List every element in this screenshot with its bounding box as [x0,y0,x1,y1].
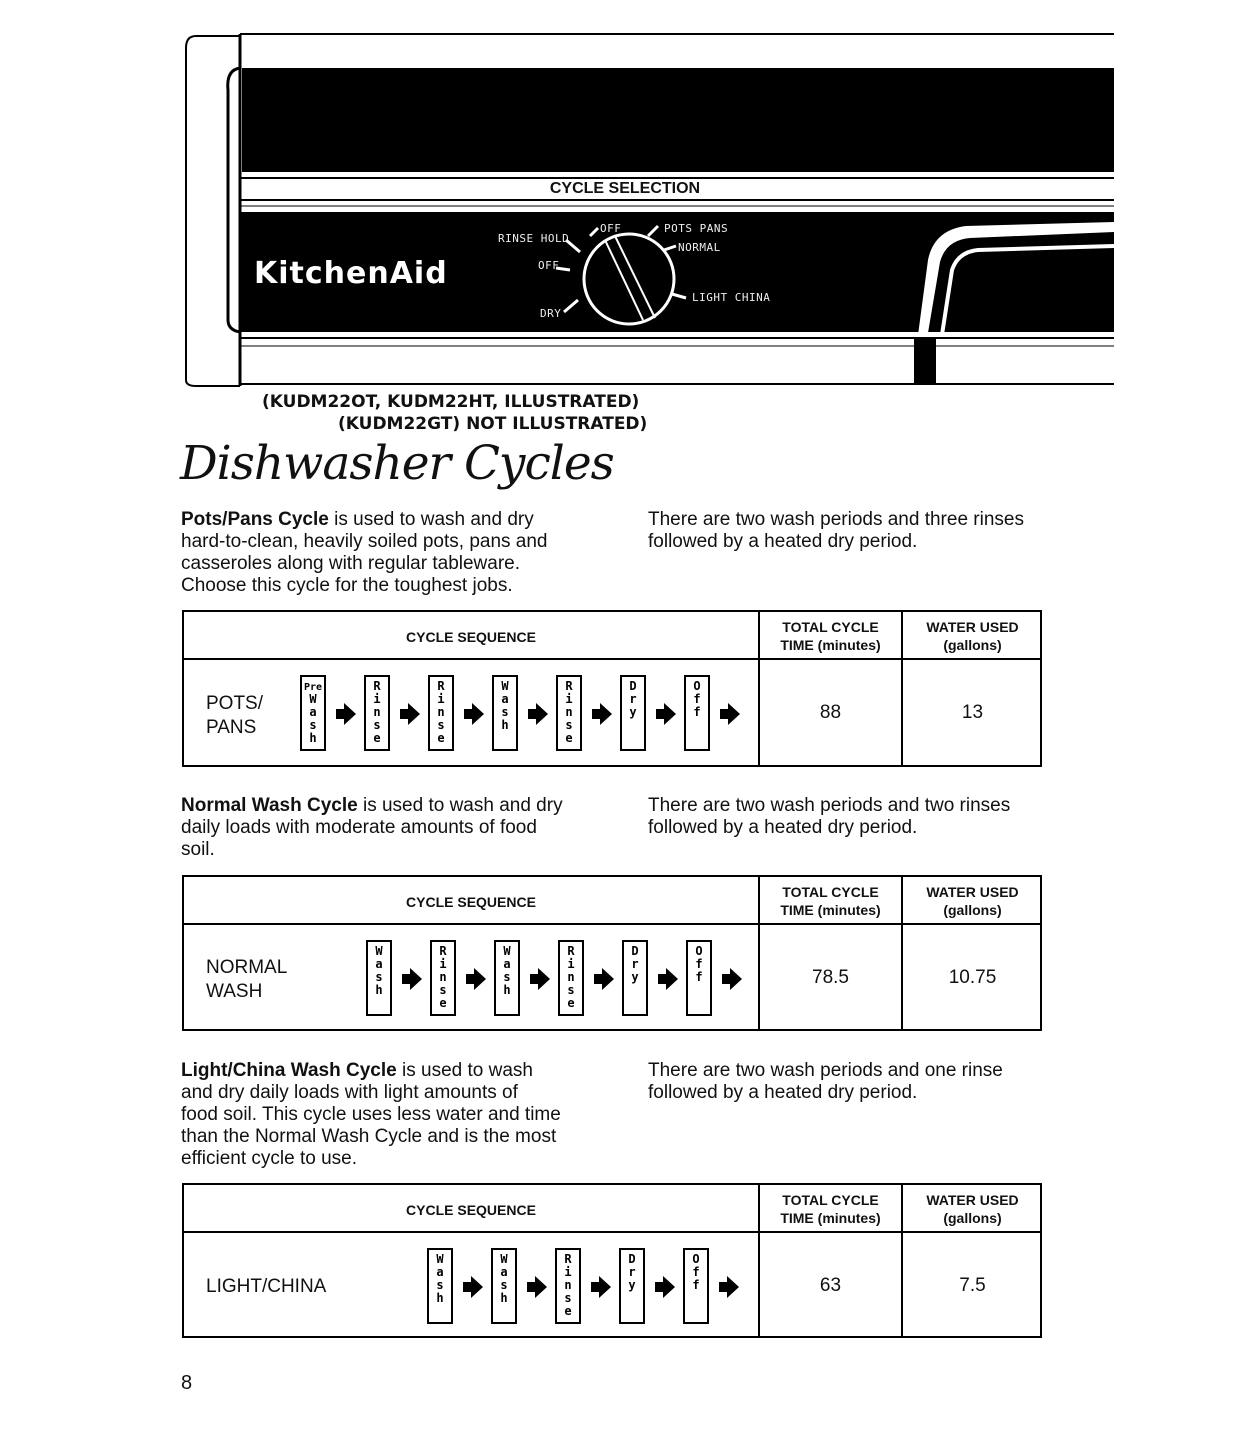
cycle-name: LIGHT/CHINA [206,1276,327,1297]
cycle-sequence-steps [427,1247,757,1327]
sequence-step-letter: e [439,996,447,1010]
col-header-time: TOTAL CYCLE TIME (minutes) [780,619,881,653]
total-cycle-time: 88 [819,702,842,723]
sequence-step-letter: y [631,970,639,984]
sequence-step-letter: e [373,731,381,745]
sequence-step-letter: W [501,679,509,693]
sequence-arrow [527,1276,547,1298]
desc-line: efficient cycle to use. [181,1148,358,1169]
total-cycle-time: 78.5 [812,967,849,988]
sequence-arrow [528,703,548,725]
sequence-step-letter: f [695,970,703,984]
sequence-step-letter: r [628,1265,636,1279]
total-cycle-time: 63 [819,1275,842,1296]
sequence-step-letter: R [565,679,573,693]
sequence-step-letter: i [565,692,573,706]
sequence-step-letter: e [565,731,573,745]
pots-pans-table [182,610,1042,767]
sequence-arrow [464,703,484,725]
sequence-step-letter: a [436,1265,444,1279]
sequence-arrow [400,703,420,725]
dial-label-dry: DRY [540,307,562,320]
sequence-step [495,941,519,1015]
sequence-step-letter: h [436,1291,444,1305]
sequence-step-letter: W [375,944,383,958]
sequence-arrow [592,703,612,725]
sequence-step [620,1249,644,1323]
sequence-step-letter: a [309,705,317,719]
models-line-1: (KUDM22OT, KUDM22HT, ILLUSTRATED) [262,392,640,412]
desc-line: food soil. This cycle uses less water and time [181,1104,561,1125]
sequence-step [429,676,453,750]
sequence-step-letter: h [501,718,509,732]
normal-wash-table [182,875,1042,1031]
brand-logo: KitchenAid [254,256,448,291]
sequence-step-letter: y [629,705,637,719]
normal-wash-heading: Normal Wash Cycle [181,795,358,816]
sequence-step-letter: n [437,705,445,719]
sequence-step-letter: y [628,1278,636,1292]
sequence-step [428,1249,452,1323]
sequence-step-letter: Pre [303,682,323,693]
sequence-arrow [655,1276,675,1298]
desc-line: daily loads with moderate amounts of food [181,817,537,838]
sequence-step-letter: O [693,679,701,693]
desc-line: hard-to-clean, heavily soiled pots, pans and [181,531,548,552]
sequence-step-letter: n [439,970,447,984]
desc-line: than the Normal Wash Cycle and is the most [181,1126,557,1147]
dial-label-off-left: OFF [538,259,560,272]
sequence-arrow [530,968,550,990]
desc-line: and dry daily loads with light amounts of [181,1082,518,1103]
sequence-step-letter: f [693,692,701,706]
normal-wash-description [181,795,563,861]
dial-label-pots-pans: POTS PANS [664,222,729,235]
side-line: followed by a heated dry period. [648,1082,918,1103]
dial-label-off-top: OFF [600,222,622,235]
page-title: Dishwasher Cycles [180,436,614,491]
sequence-arrow [658,968,678,990]
desc-line: is used to wash and dry [328,509,534,530]
sequence-step-letter: s [503,970,511,984]
normal-wash-side-note [648,795,1010,839]
col-header-water: WATER USED (gallons) [926,619,1019,653]
col-header-time: TOTAL CYCLE TIME (minutes) [780,1192,881,1226]
sequence-step [687,941,711,1015]
cycle-sequence-steps [300,674,750,754]
sequence-step-letter: a [503,957,511,971]
col-header-water: WATER USED (gallons) [926,884,1019,918]
sequence-step-letter: f [695,957,703,971]
desc-line: is used to wash and dry [357,795,563,816]
sequence-step-letter: n [564,1278,572,1292]
sequence-step-letter: i [439,957,447,971]
sequence-step-letter: i [373,692,381,706]
sequence-step-letter: a [501,692,509,706]
desc-line: is used to wash [396,1060,533,1081]
cycle-sequence-steps [366,939,756,1019]
side-line: There are two wash periods and two rinses [648,795,1011,816]
sequence-step-letter: f [692,1278,700,1292]
light-china-heading: Light/China Wash Cycle [181,1060,397,1081]
sequence-step-letter: R [567,944,575,958]
sequence-step-letter: D [629,679,637,693]
sequence-step-letter: f [693,705,701,719]
sequence-step [431,941,455,1015]
side-line: There are two wash periods and three rinses [648,509,1024,530]
sequence-step-letter: R [373,679,381,693]
sequence-step [493,676,517,750]
desc-line: Choose this cycle for the toughest jobs. [181,575,513,596]
sequence-step [492,1249,516,1323]
sequence-step-letter: r [629,692,637,706]
sequence-step-letter: i [437,692,445,706]
sequence-step-letter: s [439,983,447,997]
pots-pans-side-note [648,509,1024,553]
sequence-arrow [591,1276,611,1298]
sequence-step-letter: e [567,996,575,1010]
sequence-step-letter: D [631,944,639,958]
sequence-step-letter: s [501,705,509,719]
desc-line: casseroles along with regular tableware. [181,553,521,574]
sequence-step-letter: a [500,1265,508,1279]
sequence-step-letter: W [309,692,317,706]
side-line: There are two wash periods and one rinse [648,1060,1003,1081]
sequence-arrow [466,968,486,990]
water-used: 7.5 [959,1275,986,1296]
sequence-arrow [463,1276,483,1298]
sequence-step-letter: s [437,718,445,732]
sequence-step-letter: O [692,1252,700,1266]
sequence-step-letter: n [565,705,573,719]
page-number: 8 [181,1372,193,1394]
sequence-arrow [722,968,742,990]
cycle-name: POTS/ PANS [206,693,264,738]
models-line-2: (KUDM22GT) NOT ILLUSTRATED) [338,414,648,434]
sequence-step-letter: r [631,957,639,971]
sequence-step-letter: O [695,944,703,958]
sequence-step-letter: W [500,1252,508,1266]
sequence-step-letter: s [567,983,575,997]
sequence-arrow [719,1276,739,1298]
sequence-step-letter: e [437,731,445,745]
sequence-step-letter: R [564,1252,572,1266]
sequence-step-letter: s [436,1278,444,1292]
sequence-step-letter: e [564,1304,572,1318]
col-header-sequence: CYCLE SEQUENCE [406,1202,536,1218]
light-china-description [181,1060,561,1170]
col-header-sequence: CYCLE SEQUENCE [406,894,536,910]
sequence-step [301,676,325,750]
sequence-arrow [656,703,676,725]
sequence-step-letter: W [436,1252,444,1266]
sequence-step [559,941,583,1015]
sequence-step-letter: s [309,718,317,732]
sequence-step-letter: s [564,1291,572,1305]
light-china-table [182,1183,1042,1338]
sequence-step-letter: i [567,957,575,971]
sequence-step-letter: h [375,983,383,997]
sequence-step [367,941,391,1015]
sequence-step [685,676,709,750]
dial-label-rinse-hold: RINSE HOLD [498,232,570,245]
sequence-step-letter: s [500,1278,508,1292]
sequence-step-letter: a [375,957,383,971]
panel-drawing [0,0,1244,400]
cycle-name: NORMAL WASH [206,957,288,1002]
sequence-step-letter: h [309,731,317,745]
pots-pans-description [181,509,548,597]
desc-line: soil. [181,839,215,860]
dial-label-normal: NORMAL [678,241,721,254]
sequence-step-letter: h [503,983,511,997]
sequence-step-letter: s [565,718,573,732]
sequence-step-letter: R [439,944,447,958]
sequence-step [623,941,647,1015]
side-line: followed by a heated dry period. [648,817,918,838]
col-header-time: TOTAL CYCLE TIME (minutes) [780,884,881,918]
water-used: 10.75 [948,967,997,988]
sequence-arrow [402,968,422,990]
pots-pans-heading: Pots/Pans Cycle [181,509,329,530]
sequence-step [365,676,389,750]
sequence-step [621,676,645,750]
sequence-step-letter: i [564,1265,572,1279]
col-header-water: WATER USED (gallons) [926,1192,1019,1226]
sequence-step-letter: W [503,944,511,958]
sequence-arrow [336,703,356,725]
sequence-step-letter: s [375,970,383,984]
side-line: followed by a heated dry period. [648,531,918,552]
sequence-step-letter: f [692,1265,700,1279]
sequence-step-letter: n [567,970,575,984]
col-header-sequence: CYCLE SEQUENCE [406,629,536,645]
sequence-step-letter: h [500,1291,508,1305]
sequence-step [556,1249,580,1323]
sequence-step-letter: n [373,705,381,719]
water-used: 13 [961,702,984,723]
cycle-selection-label: CYCLE SELECTION [549,180,701,197]
dial-label-light-china: LIGHT CHINA [692,291,771,304]
light-china-side-note [648,1060,1003,1104]
sequence-step [684,1249,708,1323]
sequence-step-letter: D [628,1252,636,1266]
sequence-step-letter: s [373,718,381,732]
sequence-step [557,676,581,750]
sequence-arrow [720,703,740,725]
sequence-arrow [594,968,614,990]
sequence-step-letter: R [437,679,445,693]
